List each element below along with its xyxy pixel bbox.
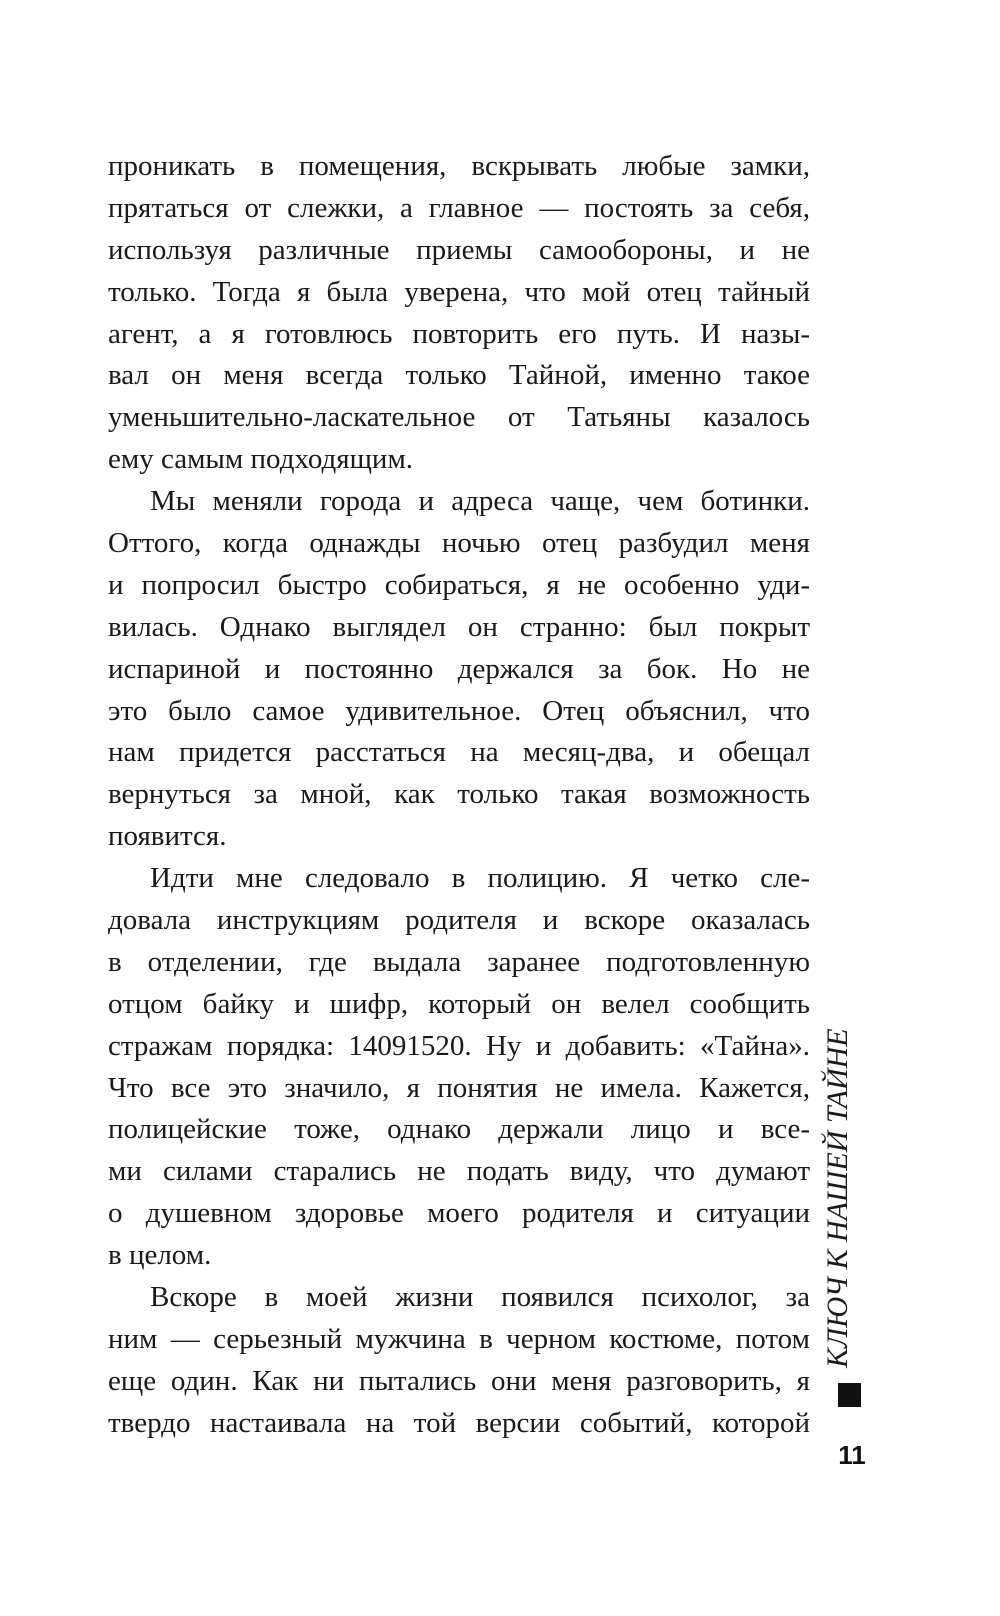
page-number: 11 xyxy=(838,1440,866,1470)
text-line: Вскоре в моей жизни появился психолог, за xyxy=(150,1281,810,1314)
text-line: и попросил быстро собираться, я не особенно уди- xyxy=(108,568,810,601)
text-line: Оттого, когда однажды ночью отец разбудил меня xyxy=(108,527,810,560)
text-line: используя различные приемы самообороны, и не xyxy=(108,233,810,266)
text-line: ним — серьезный мужчина в черном костюме, потом xyxy=(108,1322,810,1355)
text-line: вал он меня всегда только Тайной, именно такое xyxy=(108,359,810,392)
text-line: Что все это значило, я понятия не имела. Кажется, xyxy=(108,1071,810,1104)
text-line: в целом. xyxy=(108,1239,212,1272)
text-line: испариной и постоянно держался за бок. Но не xyxy=(108,652,810,685)
text-line: ему самым подходящим. xyxy=(108,443,414,476)
text-line: Мы меняли города и адреса чаще, чем ботинки. xyxy=(150,485,810,518)
text-line: полицейские тоже, однако держали лицо и все- xyxy=(108,1113,810,1146)
text-line: ми силами старались не подать виду, что думают xyxy=(108,1155,810,1188)
text-line: прятаться от слежки, а главное — постоять за себя, xyxy=(108,191,810,224)
section-marker xyxy=(838,1383,861,1407)
text-line: твердо настаивала на той версии событий, которой xyxy=(108,1406,810,1439)
text-line: появится. xyxy=(108,820,227,853)
text-line: отцом байку и шифр, который он велел сообщить xyxy=(108,987,810,1020)
running-head: КЛЮЧ К НАШЕЙ ТАЙНЕ xyxy=(821,1028,854,1368)
text-line: это было самое удивительное. Отец объяснил, что xyxy=(108,694,810,727)
text-line: агент, а я готовлюсь повторить его путь. И назы- xyxy=(108,317,810,350)
text-line: Идти мне следовало в полицию. Я четко сле- xyxy=(150,862,810,895)
text-line: в отделении, где выдала заранее подготовленную xyxy=(108,945,810,978)
text-line: о душевном здоровье моего родителя и ситуации xyxy=(108,1197,810,1230)
text-line: уменьшительно-ласкательное от Татьяны казалось xyxy=(108,401,810,434)
body-text xyxy=(108,146,810,1445)
text-line: нам придется расстаться на месяц-два, и обещал xyxy=(108,736,810,769)
text-line: еще один. Как ни пытались они меня разговорить, я xyxy=(108,1364,810,1397)
text-line: довала инструкциям родителя и вскоре оказалась xyxy=(108,904,810,937)
text-line: только. Тогда я была уверена, что мой отец тайный xyxy=(108,275,810,308)
text-line: вилась. Однако выглядел он странно: был покрыт xyxy=(108,610,810,643)
text-line: стражам порядка: 14091520. Ну и добавить: «Тайна». xyxy=(108,1029,810,1062)
text-line: вернуться за мной, как только такая возможность xyxy=(108,778,810,811)
text-line: проникать в помещения, вскрывать любые замки, xyxy=(108,150,810,182)
